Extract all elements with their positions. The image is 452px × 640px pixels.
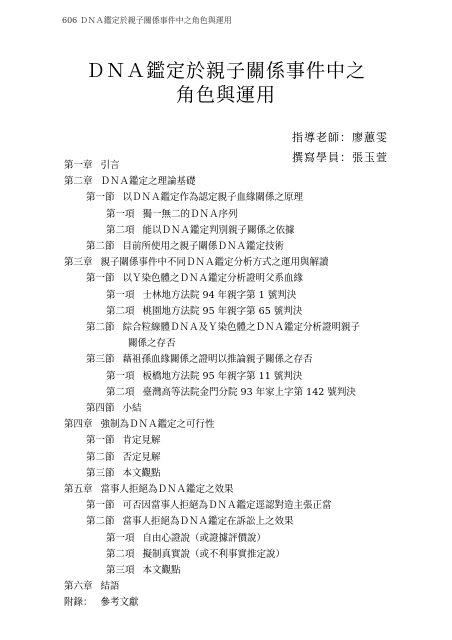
- toc-entry: [106, 371, 302, 383]
- toc-entry-number: 第一項: [106, 289, 135, 301]
- toc-entry-number: 第一節: [86, 192, 115, 204]
- toc-entry-text: 引言: [100, 160, 120, 171]
- toc-entry: [106, 549, 285, 561]
- toc-entry-text: ＤＮＡ鑑定之理論基礎: [100, 176, 196, 188]
- document-title-line-2: 角色與運用: [175, 84, 276, 106]
- toc-entry: [64, 581, 120, 593]
- toc-entry-number: 第三節: [86, 467, 115, 479]
- toc-entry-number: 第二節: [86, 451, 115, 463]
- toc-entry-number: 第二項: [106, 224, 135, 236]
- toc-entry-number: 第二項: [106, 305, 135, 317]
- toc-entry: [86, 241, 284, 253]
- toc-entry-number: 第一章: [64, 160, 93, 171]
- toc-entry: [64, 160, 120, 172]
- toc-entry-text: 強制為ＤＮＡ鑑定之可行性: [100, 419, 215, 431]
- toc-entry: [64, 176, 196, 188]
- toc-entry: [106, 533, 266, 545]
- toc-entry-text: 否定見解: [122, 451, 161, 463]
- toc-entry: [86, 273, 303, 285]
- toc-entry: [106, 225, 295, 237]
- toc-entry: [64, 419, 215, 431]
- writer-line: 撰寫學員：張玉萱: [292, 151, 388, 164]
- toc-entry-number: 第二節: [86, 322, 115, 333]
- toc-entry-number: 第四節: [86, 403, 115, 414]
- toc-entry-text: 本文觀點: [122, 467, 161, 479]
- advisor-line: 指導老師：廖蕙雯: [292, 131, 388, 144]
- toc-entry-text: 參考文獻: [100, 597, 139, 609]
- toc-entry-number: 第二項: [106, 386, 135, 398]
- toc-entry-number: 第一節: [86, 435, 115, 447]
- toc-entry-text: 能以ＤＮＡ鑑定判別親子關係之依據: [142, 224, 295, 236]
- toc-entry-number: 第一節: [86, 500, 115, 512]
- toc-entry: [64, 257, 329, 269]
- toc-entry-text: 親子關係事件中不同ＤＮＡ鑑定分析方式之運用與解讀: [100, 257, 329, 269]
- toc-entry-text: 可否因當事人拒絕為ＤＮＡ鑑定逕認對造主張正當: [122, 500, 332, 512]
- toc-entry: [86, 403, 142, 415]
- toc-entry: [106, 306, 302, 318]
- document-title-line-1: ＤＮＡ鑑定於親子關係事件中之: [85, 60, 366, 82]
- toc-entry-text: 當事人拒絕為ＤＮＡ鑑定在訴訟上之效果: [122, 516, 294, 528]
- toc-entry-text: 當事人拒絕為ＤＮＡ鑑定之效果: [100, 484, 234, 495]
- toc-entry: [106, 290, 296, 302]
- toc-entry: [86, 500, 332, 512]
- toc-entry-text: 小結: [122, 403, 142, 414]
- toc-entry-number: 第一節: [86, 273, 115, 285]
- toc-entry: [86, 452, 161, 464]
- toc-entry: [106, 565, 181, 577]
- toc-entry-text: 以ＤＮＡ鑑定作為認定親子血緣關係之原理: [122, 192, 304, 204]
- toc-entry: [86, 322, 360, 334]
- toc-entry-number: 附錄：: [64, 597, 93, 609]
- toc-entry-text: 士林地方法院 94 年親字第 1 號判決: [142, 289, 297, 301]
- toc-entry-text: 關係之存否: [128, 338, 176, 350]
- toc-entry-number: 第四章: [64, 419, 93, 431]
- toc-entry-text: 板橋地方法院 95 年親字第 11 號判決: [142, 370, 303, 382]
- toc-entry-text: 臺灣高等法院金門分院 93 年家上字第 142 號判決: [142, 386, 356, 398]
- toc-entry-text: 桃園地方法院 95 年親字第 65 號判決: [142, 305, 303, 317]
- toc-entry-text: 以Ｙ染色體之ＤＮＡ鑑定分析證明父系血緣: [122, 273, 304, 285]
- toc-entry: [86, 354, 313, 366]
- toc-entry: [64, 484, 234, 496]
- toc-entry: [86, 192, 303, 204]
- toc-entry-number: 第五章: [64, 484, 93, 495]
- toc-entry-number: 第二節: [86, 516, 115, 528]
- toc-entry-text: 結語: [100, 581, 120, 593]
- toc-entry-number: 第一項: [106, 532, 135, 544]
- toc-entry-text: 本文觀點: [142, 565, 181, 576]
- toc-entry: [86, 468, 161, 480]
- toc-entry-number: 第三章: [64, 257, 93, 269]
- toc-entry: [128, 338, 176, 350]
- toc-entry-text: 肯定見解: [122, 435, 161, 447]
- toc-entry-number: 第三節: [86, 354, 115, 366]
- toc-entry-number: 第二節: [86, 241, 115, 252]
- toc-entry-text: 獨一無二的ＤＮＡ序列: [142, 208, 238, 220]
- toc-entry-number: 第一項: [106, 370, 135, 382]
- toc-entry-text: 目前所使用之親子關係ＤＮＡ鑑定技術: [122, 241, 285, 252]
- toc-entry-number: 第一項: [106, 208, 135, 220]
- toc-entry-number: 第六章: [64, 581, 93, 593]
- toc-entry: [64, 597, 139, 609]
- toc-entry-number: 第二項: [106, 548, 135, 560]
- toc-entry: [106, 387, 356, 399]
- toc-entry-text: 自由心證說（或證據評價說）: [142, 532, 267, 544]
- toc-entry-text: 藉祖孫血緣關係之證明以推論親子關係之存否: [122, 354, 313, 366]
- toc-entry-text: 擬制真實說（或不利事實推定說）: [142, 548, 286, 560]
- toc-entry: [86, 516, 294, 528]
- toc-entry-number: 第三項: [106, 565, 135, 576]
- toc-entry-number: 第二章: [64, 176, 93, 188]
- toc-entry: [106, 209, 238, 221]
- toc-entry-text: 綜合粒線體ＤＮＡ及Ｙ染色體之ＤＮＡ鑑定分析證明親子: [122, 322, 361, 333]
- toc-entry: [86, 435, 161, 447]
- running-header: 606 ＤＮＡ鑑定於親子關係事件中之角色與運用: [62, 16, 232, 25]
